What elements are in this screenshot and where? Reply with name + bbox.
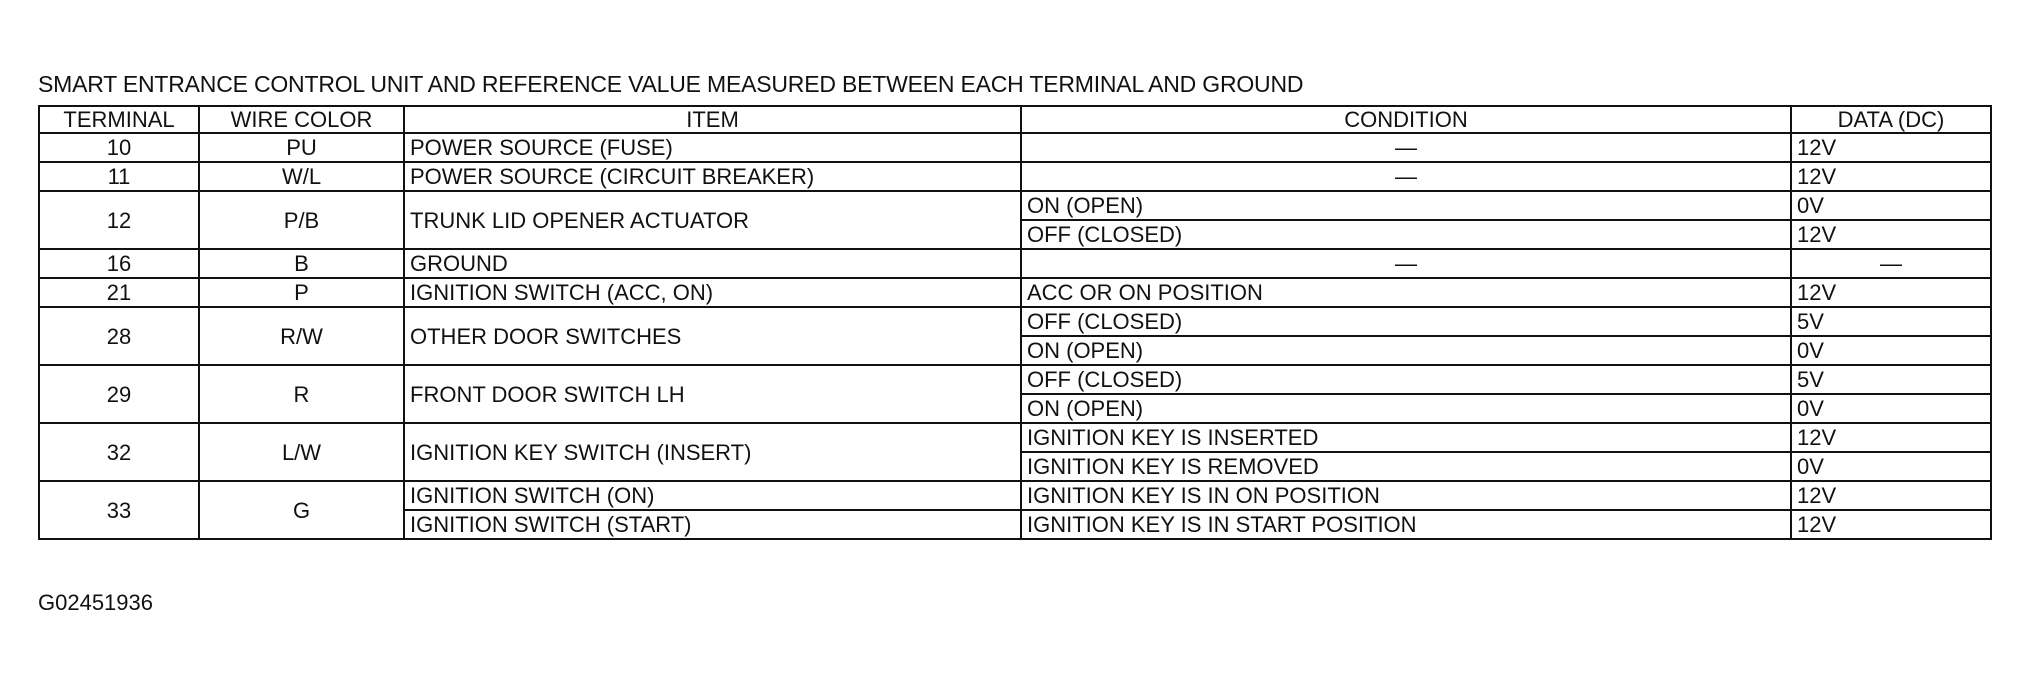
terminal-cell: 12 bbox=[39, 191, 199, 249]
terminal-cell: 16 bbox=[39, 249, 199, 278]
item-cell: IGNITION SWITCH (START) bbox=[404, 510, 1021, 539]
table-row bbox=[39, 133, 1991, 162]
terminal-cell: 10 bbox=[39, 133, 199, 162]
condition-cell: ON (OPEN) bbox=[1021, 336, 1791, 365]
table-row bbox=[39, 191, 1991, 220]
data-cell: 12V bbox=[1791, 162, 1991, 191]
header-condition: CONDITION bbox=[1021, 106, 1791, 133]
data-cell: 0V bbox=[1791, 336, 1991, 365]
wire-color-cell: W/L bbox=[199, 162, 404, 191]
data-cell: 12V bbox=[1791, 133, 1991, 162]
wire-color-cell: P/B bbox=[199, 191, 404, 249]
item-cell: GROUND bbox=[404, 249, 1021, 278]
data-cell: 12V bbox=[1791, 278, 1991, 307]
header-wire-color: WIRE COLOR bbox=[199, 106, 404, 133]
data-cell: 0V bbox=[1791, 452, 1991, 481]
item-cell: OTHER DOOR SWITCHES bbox=[404, 307, 1021, 365]
condition-cell: — bbox=[1021, 133, 1791, 162]
table-row bbox=[39, 249, 1991, 278]
condition-cell: ON (OPEN) bbox=[1021, 191, 1791, 220]
item-cell: IGNITION KEY SWITCH (INSERT) bbox=[404, 423, 1021, 481]
table-row bbox=[39, 423, 1991, 452]
condition-cell: ON (OPEN) bbox=[1021, 394, 1791, 423]
terminal-cell: 33 bbox=[39, 481, 199, 539]
wire-color-cell: L/W bbox=[199, 423, 404, 481]
condition-cell: ACC OR ON POSITION bbox=[1021, 278, 1791, 307]
document-id: G02451936 bbox=[38, 590, 153, 615]
header-item: ITEM bbox=[404, 106, 1021, 133]
condition-cell: IGNITION KEY IS REMOVED bbox=[1021, 452, 1791, 481]
data-cell: 12V bbox=[1791, 481, 1991, 510]
wire-color-cell: R/W bbox=[199, 307, 404, 365]
table-header-row bbox=[39, 106, 1991, 133]
terminal-cell: 28 bbox=[39, 307, 199, 365]
terminal-cell: 29 bbox=[39, 365, 199, 423]
terminal-cell: 32 bbox=[39, 423, 199, 481]
condition-cell: OFF (CLOSED) bbox=[1021, 307, 1791, 336]
data-cell: 12V bbox=[1791, 220, 1991, 249]
item-cell: IGNITION SWITCH (ON) bbox=[404, 481, 1021, 510]
terminal-reference-table bbox=[38, 105, 1992, 540]
data-cell: 0V bbox=[1791, 394, 1991, 423]
terminal-cell: 11 bbox=[39, 162, 199, 191]
condition-cell: — bbox=[1021, 249, 1791, 278]
data-cell: 12V bbox=[1791, 510, 1991, 539]
wire-color-cell: P bbox=[199, 278, 404, 307]
terminal-cell: 21 bbox=[39, 278, 199, 307]
wire-color-cell: G bbox=[199, 481, 404, 539]
header-data: DATA (DC) bbox=[1791, 106, 1991, 133]
data-cell: 12V bbox=[1791, 423, 1991, 452]
condition-cell: IGNITION KEY IS IN START POSITION bbox=[1021, 510, 1791, 539]
condition-cell: IGNITION KEY IS INSERTED bbox=[1021, 423, 1791, 452]
item-cell: FRONT DOOR SWITCH LH bbox=[404, 365, 1021, 423]
table-row bbox=[39, 307, 1991, 336]
condition-cell: IGNITION KEY IS IN ON POSITION bbox=[1021, 481, 1791, 510]
table-row bbox=[39, 365, 1991, 394]
wire-color-cell: PU bbox=[199, 133, 404, 162]
item-cell: IGNITION SWITCH (ACC, ON) bbox=[404, 278, 1021, 307]
data-cell: 0V bbox=[1791, 191, 1991, 220]
data-cell: 5V bbox=[1791, 307, 1991, 336]
data-cell: — bbox=[1791, 249, 1991, 278]
item-cell: TRUNK LID OPENER ACTUATOR bbox=[404, 191, 1021, 249]
page-title: SMART ENTRANCE CONTROL UNIT AND REFERENCE VALUE MEASURED BETWEEN EACH TERMINAL AND GROUND bbox=[38, 71, 1304, 97]
wire-color-cell: B bbox=[199, 249, 404, 278]
condition-cell: OFF (CLOSED) bbox=[1021, 220, 1791, 249]
item-cell: POWER SOURCE (CIRCUIT BREAKER) bbox=[404, 162, 1021, 191]
condition-cell: — bbox=[1021, 162, 1791, 191]
header-terminal: TERMINAL bbox=[39, 106, 199, 133]
table-row bbox=[39, 481, 1991, 510]
condition-cell: OFF (CLOSED) bbox=[1021, 365, 1791, 394]
item-cell: POWER SOURCE (FUSE) bbox=[404, 133, 1021, 162]
table-row bbox=[39, 162, 1991, 191]
table-row bbox=[39, 278, 1991, 307]
wire-color-cell: R bbox=[199, 365, 404, 423]
data-cell: 5V bbox=[1791, 365, 1991, 394]
